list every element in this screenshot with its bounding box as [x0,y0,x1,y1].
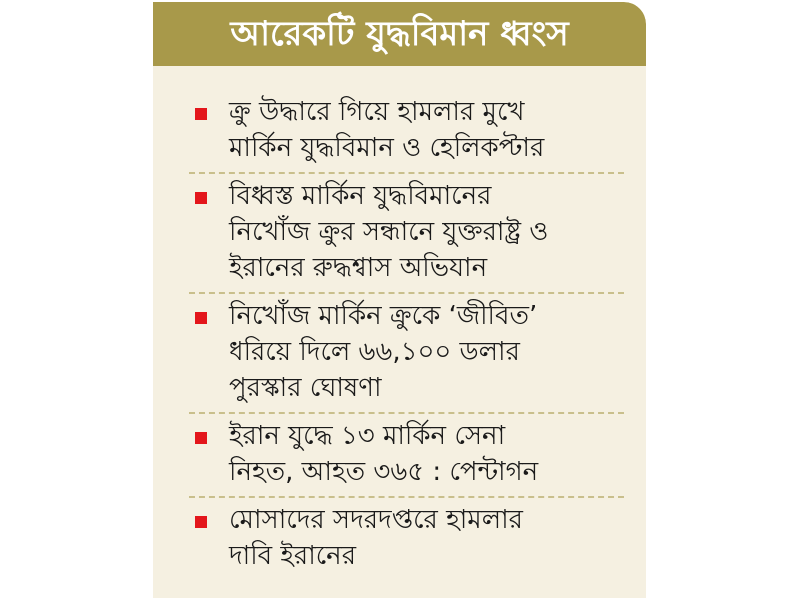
divider [189,496,624,498]
bullet-icon [195,312,207,324]
card-header [153,2,646,66]
list-item-text: ইরান যুদ্ধে ১৩ মার্কিন সেনা নিহত, আহত ৩৬৫ : পেন্টাগন [229,421,539,487]
news-summary-card [153,2,646,598]
divider [189,412,624,414]
list-item-text: মোসাদের সদরদপ্তরে হামলার দাবি ইরানের [229,505,523,571]
bullet-icon [195,192,207,204]
card-title: আরেকটি যুদ্ধবিমান ধ্বংস [230,14,569,54]
list-item-text: নিখোঁজ মার্কিন ক্রুকে ‘জীবিত’ ধরিয়ে দিলে ৬৬,১০০ ডলার পুরস্কার ঘোষণা [229,301,538,403]
divider [189,172,624,174]
bullet-icon [195,432,207,444]
bullet-icon [195,108,207,120]
divider [189,292,624,294]
bullet-icon [195,516,207,528]
list-item-text: ক্রু উদ্ধারে গিয়ে হামলার মুখে মার্কিন যুদ্ধবিমান ও হেলিকপ্টার [229,97,545,163]
list-item-text: বিধ্বস্ত মার্কিন যুদ্ধবিমানের নিখোঁজ ক্রুর সন্ধানে যুক্তরাষ্ট্র ও ইরানের রুদ্ধশ্বাস অভিযান [229,181,549,283]
